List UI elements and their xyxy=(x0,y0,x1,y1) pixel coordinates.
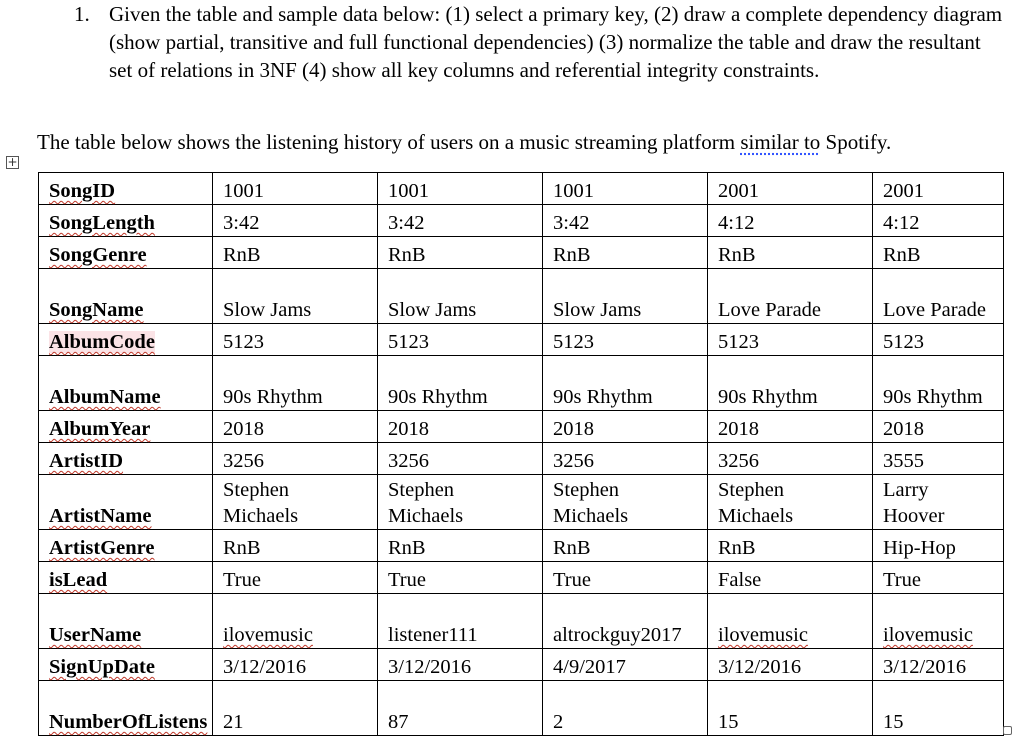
field-name: AlbumCode xyxy=(39,324,213,356)
table-cell: 1001 xyxy=(543,173,708,205)
field-name: ArtistGenre xyxy=(39,530,213,562)
table-cell: 5123 xyxy=(543,324,708,356)
table-cell: 3/12/2016 xyxy=(708,649,873,681)
table-row xyxy=(39,475,1004,530)
listening-history-table xyxy=(38,172,1004,736)
table-row xyxy=(39,205,1004,237)
table-cell: 2001 xyxy=(873,173,1004,205)
table-cell: False xyxy=(708,562,873,594)
table-cell: 15 xyxy=(708,681,873,736)
field-name: AlbumYear xyxy=(39,411,213,443)
table-cell: Slow Jams xyxy=(378,269,543,324)
field-name: SongID xyxy=(39,173,213,205)
table-cell: 4:12 xyxy=(873,205,1004,237)
intro-text-after: Spotify. xyxy=(820,130,892,154)
table-row xyxy=(39,649,1004,681)
table-row xyxy=(39,324,1004,356)
table-row xyxy=(39,681,1004,736)
table-resize-handle[interactable] xyxy=(1003,726,1012,735)
table-cell: 3256 xyxy=(378,443,543,475)
table-row xyxy=(39,356,1004,411)
table-row xyxy=(39,269,1004,324)
table-cell: 2018 xyxy=(213,411,378,443)
table-cell: Larry Hoover xyxy=(873,475,1004,530)
table-cell: 3/12/2016 xyxy=(378,649,543,681)
table-cell: 4/9/2017 xyxy=(543,649,708,681)
table-row xyxy=(39,530,1004,562)
table-cell: 3256 xyxy=(543,443,708,475)
table-cell: 90s Rhythm xyxy=(873,356,1004,411)
table-cell: Hip-Hop xyxy=(873,530,1004,562)
table-cell: listener111 xyxy=(378,594,543,649)
table-cell: RnB xyxy=(873,237,1004,269)
field-name: isLead xyxy=(39,562,213,594)
field-name: SongLength xyxy=(39,205,213,237)
table-cell: 2 xyxy=(543,681,708,736)
table-cell: 21 xyxy=(213,681,378,736)
table-cell: RnB xyxy=(543,237,708,269)
table-cell: RnB xyxy=(213,237,378,269)
field-name: ArtistName xyxy=(39,475,213,530)
field-name: ArtistID xyxy=(39,443,213,475)
table-cell: 90s Rhythm xyxy=(213,356,378,411)
table-cell: ilovemusic xyxy=(708,594,873,649)
table-cell: 2001 xyxy=(708,173,873,205)
table-cell: 3:42 xyxy=(378,205,543,237)
table-cell: Slow Jams xyxy=(543,269,708,324)
table-row xyxy=(39,594,1004,649)
field-name: AlbumName xyxy=(39,356,213,411)
table-cell: 87 xyxy=(378,681,543,736)
table-row xyxy=(39,411,1004,443)
field-name: NumberOfListens xyxy=(39,681,213,736)
table-intro xyxy=(37,128,891,156)
table-cell: 3555 xyxy=(873,443,1004,475)
table-cell: 3:42 xyxy=(543,205,708,237)
table-cell: Stephen Michaels xyxy=(543,475,708,530)
table-cell: True xyxy=(213,562,378,594)
question-number: 1. xyxy=(74,2,90,26)
table-cell: 15 xyxy=(873,681,1004,736)
table-row xyxy=(39,562,1004,594)
table-cell: True xyxy=(378,562,543,594)
table-row xyxy=(39,173,1004,205)
table-cell: 5123 xyxy=(708,324,873,356)
table-cell: 3/12/2016 xyxy=(213,649,378,681)
table-cell: 1001 xyxy=(213,173,378,205)
table-cell: Stephen Michaels xyxy=(213,475,378,530)
table-cell: RnB xyxy=(378,530,543,562)
question-text: Given the table and sample data below: (1) select a primary key, (2) draw a complete dependency diagram (show partial, transitive and full functional dependencies) (3) normalize the table and draw the resultant set of relations in 3NF (4) show all key columns and referential integrity constraints. xyxy=(109,2,1003,82)
table-cell: True xyxy=(543,562,708,594)
table-cell: RnB xyxy=(378,237,543,269)
table-row xyxy=(39,237,1004,269)
table-cell: Love Parade xyxy=(708,269,873,324)
table-cell: 3/12/2016 xyxy=(873,649,1004,681)
table-cell: 3:42 xyxy=(213,205,378,237)
table-cell: 2018 xyxy=(708,411,873,443)
table-cell: 3256 xyxy=(213,443,378,475)
table-cell: 4:12 xyxy=(708,205,873,237)
table-move-handle-icon[interactable]: + xyxy=(7,155,18,169)
table-cell: 2018 xyxy=(378,411,543,443)
table-cell: 3256 xyxy=(708,443,873,475)
table-cell: Slow Jams xyxy=(213,269,378,324)
table-cell: 1001 xyxy=(378,173,543,205)
table-cell: RnB xyxy=(708,530,873,562)
table-cell: 5123 xyxy=(213,324,378,356)
table-cell: altrockguy2017 xyxy=(543,594,708,649)
table-cell: True xyxy=(873,562,1004,594)
table-cell: RnB xyxy=(708,237,873,269)
table-cell: ilovemusic xyxy=(213,594,378,649)
table-cell: 90s Rhythm xyxy=(378,356,543,411)
field-name: SignUpDate xyxy=(39,649,213,681)
table-cell: 5123 xyxy=(378,324,543,356)
intro-text-before: The table below shows the listening history of users on a music streaming platform xyxy=(37,130,741,154)
table-cell: 5123 xyxy=(873,324,1004,356)
table-cell: Stephen Michaels xyxy=(378,475,543,530)
field-name: SongName xyxy=(39,269,213,324)
table-row xyxy=(39,443,1004,475)
table-cell: RnB xyxy=(543,530,708,562)
table-cell: RnB xyxy=(213,530,378,562)
field-name: UserName xyxy=(39,594,213,649)
table-cell: 2018 xyxy=(543,411,708,443)
field-name: SongGenre xyxy=(39,237,213,269)
table-cell: Love Parade xyxy=(873,269,1004,324)
table-cell: 90s Rhythm xyxy=(708,356,873,411)
grammar-flagged-text: similar to xyxy=(740,130,821,154)
table-cell: ilovemusic xyxy=(873,594,1004,649)
table-cell: 2018 xyxy=(873,411,1004,443)
table-cell: 90s Rhythm xyxy=(543,356,708,411)
table-cell: Stephen Michaels xyxy=(708,475,873,530)
